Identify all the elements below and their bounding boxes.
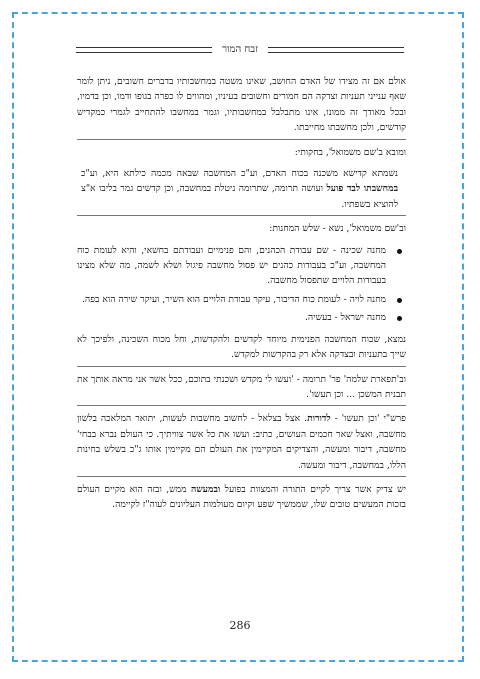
- three-camps-list: [77, 243, 406, 326]
- list-item-text: מחנה ישראל - בעשיה.: [304, 312, 386, 324]
- running-header: [76, 44, 404, 55]
- three-camps-intro: וב'שם משמואל', נשא - שלש המחנות:: [269, 223, 406, 235]
- tzaddik-emphasis: ובמעשה: [191, 483, 221, 495]
- paragraph-intro: אולם אם זה מצידו של האדם החושב, שאינו משטה במחשבותיו בדברים חשובים, ניתן לומר שאף ענייני תעניות וצדקה הם חמורים וחשובים בעיניו, ומהווים לו כפרה בגופו ודמו, וכן בדמיו, ובכל מאודך זה ממונו, אינו מתבלבל במחשבותיו, וגמר במחשבו להתחייב לגמרי כמקדיש קודשים, ולכן מחשבתו מחייבתו.: [77, 74, 406, 140]
- rashi-text-b: . אצל בצלאל - לחשוב מחשבות לעשות, יתואר המלאכה בלשון מחשבה, ואצל שאר חכמים העושים, כתיב: ועשו את כל אשר צוויתיך. כי העולם נברא בבחי' מחשבה, דיבור ומעשה, והצדיקים המקיימין את העולם הם מקיימין אותו ג"כ בשלש בחינות הללו, במחשבה, דיבור ומעשה.: [77, 413, 406, 471]
- rashi-text-a: פרש"י 'וכן תעשו' -: [330, 413, 406, 425]
- list-item-text: מחנה שכינה - שם עבודת הכהנים, והם פנימיים ועבודתם בחשאי, והיא לעומת כוח המחשבה, וע"כ בעבודות כהנים יש פסול מחשבה פיגול ושלא לשמה, מה שלא מצינו בעבודות הלויים שתפסול מחשבה.: [77, 244, 386, 287]
- page-number: 286: [229, 619, 251, 632]
- tzaddik-paragraph: [77, 482, 406, 513]
- header-title: זבח המור: [222, 44, 258, 55]
- rashi-emphasis: לדורות: [307, 413, 331, 425]
- quote-text-b: ועושה תרומה, שתרומה ניטלת במחשבה, וכן קדשים גמר בליבו א"צ להוציא בשפתיו.: [81, 183, 398, 210]
- list-item: [77, 310, 406, 325]
- paragraph-conclusion: נמצא, שכוח המחשבה הפנימית מיוחד לקדשים ולהקדשות, וחל מכוח השכינה, ולפיכך לא שייך בתעניות ובצדקה אלא רק בהקדשות למקדש.: [77, 332, 406, 367]
- header-rule-right: [268, 47, 404, 53]
- quote-text-a: נשמתא קדישא משכנה בכוח האדם, וע"כ המחשבה שבאה מכמה כילתא היא, וע"כ: [81, 168, 398, 180]
- shem-mishmuel-bechukotai-intro: ומובא ב'שם משמואל', בחקותי:: [294, 146, 406, 158]
- tiferet-shlomo-quote: וב'תפארת שלמה' פר' תרומה - 'ועשו לי מקדש ושכנתי בתוכם, ככל אשר אני מראה אותך את תבנית המשכן ... וכן תעשו'.: [77, 372, 406, 407]
- header-rule-left: [76, 47, 212, 53]
- tzaddik-text-b: ממש, ובזה הוא מקיים העולם בזכות המעשים טובים שלו, שממשיך שפע וקיום מעולמות העליונים לעוה"ז לקיימה.: [77, 483, 406, 511]
- list-item: [77, 243, 406, 289]
- shem-mishmuel-quote: [77, 166, 406, 216]
- list-item-text: מחנה לויה - לעומת כוח הדיבור, עיקר עבודת הלויים הוא השיר, ועיקר שירה הוא בפה.: [82, 293, 386, 305]
- page-content: [77, 74, 406, 519]
- quote-emphasis: במחשבתו לבד פועל: [326, 183, 398, 195]
- bullet-icon: [397, 298, 402, 303]
- list-item: [77, 292, 406, 307]
- bullet-icon: [397, 249, 402, 254]
- bullet-icon: [397, 316, 402, 321]
- tzaddik-text-a: יש צדיק אשר צריך לקיים התורה והמצוות בפועל: [220, 483, 406, 495]
- rashi-commentary: [77, 411, 406, 477]
